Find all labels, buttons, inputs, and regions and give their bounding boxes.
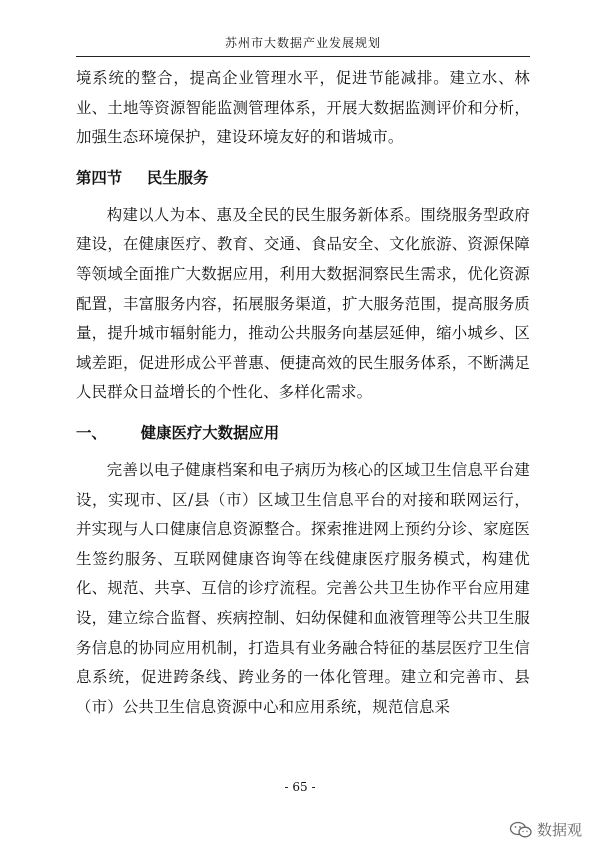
paragraph-2: 构建以人为本、惠及全民的民生服务新体系。围绕服务型政府建设，在健康医疗、教育、交通、食品安全、文化旅游、资源保障等领域全面推广大数据应用，利用大数据洞察民生需求，优化资源配置，丰富服务内容，拓展服务渠道，扩大服务范围，提高服务质量，提升城市辐射能力，推动公共服务向基层延伸，缩小城乡、区域差距，促进形成公平普惠、便捷高效的民生服务体系，不断满足人民群众日益增长的个性化、多样化需求。 [76, 205, 530, 402]
page-header [76, 34, 530, 57]
paragraph-1: 境系统的整合，提高企业管理水平，促进节能减排。建立水、林业、土地等资源智能监测管理体系，开展大数据监测评价和分析，加强生态环境保护，建设环境友好的和谐城市。 [76, 69, 530, 147]
header-title: 苏州市大数据产业发展规划 [224, 36, 381, 50]
subsection-title: 健康医疗大数据应用 [140, 423, 280, 442]
section-title: 民生服务 [146, 168, 209, 187]
watermark [509, 819, 582, 840]
paragraph-3: 完善以电子健康档案和电子病历为核心的区域卫生信息平台建设，实现市、区/县（市）区域卫生信息平台的对接和联网运行，并实现与人口健康信息资源整合。探索推进网上预约分诊、家庭医生签约服务、互联网健康咨询等在线健康医疗服务模式，构建优化、规范、共享、互信的诊疗流程。完善公共卫生协作平台应用建设，建立综合监督、疾病控制、妇幼保健和血液管理等公共卫生服务信息的协同应用机制，打造具有业务融合特征的基层医疗卫生信息系统，促进跨条线、跨业务的一体化管理。建立和完善市、县（市）公共卫生信息资源中心和应用系统，规范信息采 [76, 460, 530, 716]
page-number: - 65 - [284, 780, 316, 794]
section-heading [76, 164, 530, 192]
wechat-icon [509, 821, 533, 839]
subsection-number: 一、 [76, 423, 107, 442]
document-body [76, 64, 530, 722]
section-number: 第四节 [76, 168, 123, 187]
subsection-heading [76, 419, 530, 447]
watermark-text: 数据观 [536, 821, 582, 839]
